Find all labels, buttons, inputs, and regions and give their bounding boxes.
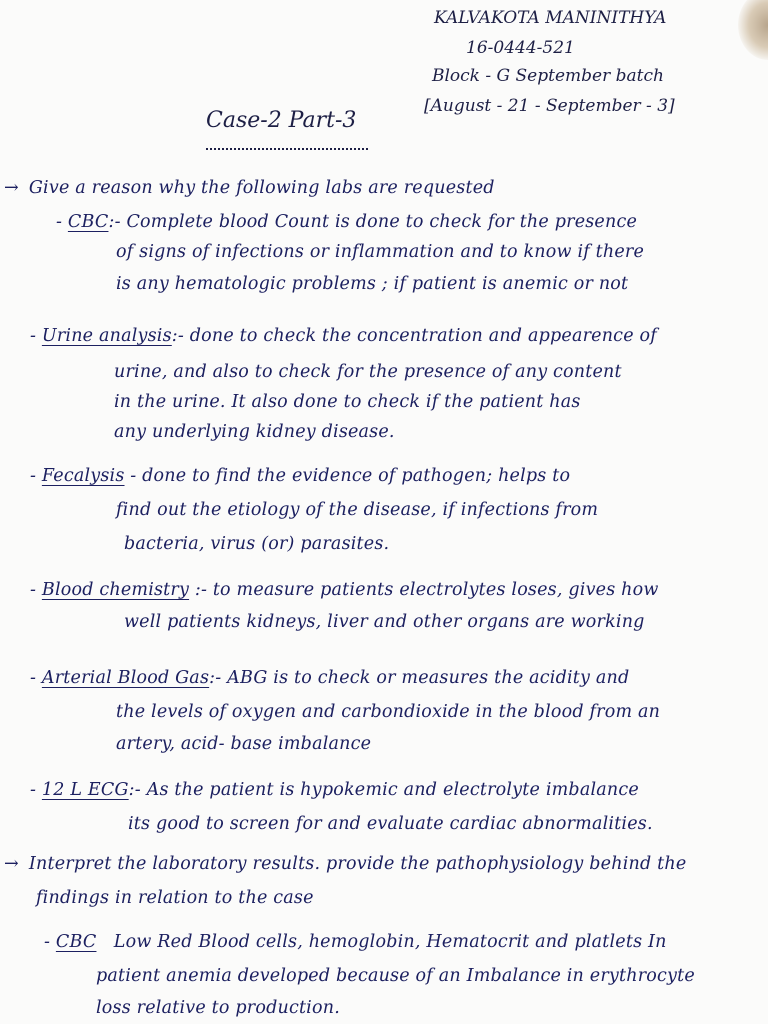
fecalysis-line-3: bacteria, virus (or) parasites. <box>124 534 390 554</box>
s2-cbc-line-2: patient anemia developed because of an Imbalance in erythrocyte <box>96 966 695 986</box>
fecalysis-line-1: - Fecalysis - done to find the evidence of pathogen; helps to <box>30 466 571 486</box>
section2-prompt-line-2: findings in relation to the case <box>36 888 314 908</box>
fecalysis-term: Fecalysis <box>41 466 125 486</box>
s2-cbc-text-1: Low Red Blood cells, hemoglobin, Hematocrit and platlets In <box>113 932 667 952</box>
cbc-line-1: - CBC:- Complete blood Count is done to check for the presence <box>56 212 638 232</box>
cbc-text-1: :- Complete blood Count is done to check for the presence <box>108 212 638 232</box>
page-title: Case-2 Part-3 <box>206 108 357 133</box>
urine-text-1: :- done to check the concentration and appearence of <box>171 326 657 346</box>
abg-line-1: - Arterial Blood Gas:- ABG is to check or measures the acidity and <box>30 668 630 688</box>
urine-term: Urine analysis <box>41 326 172 346</box>
title-underline <box>206 142 368 150</box>
batch-info: Block - G September batch <box>432 66 664 86</box>
ecg-term: 12 L ECG <box>41 780 129 800</box>
abg-line-2: the levels of oxygen and carbondioxide in the blood from an <box>116 702 661 722</box>
cbc-line-2: of signs of infections or inflammation and to know if there <box>116 242 645 262</box>
ecg-line-2: its good to screen for and evaluate cardiac abnormalities. <box>128 814 653 834</box>
date-range: [August - 21 - September - 3] <box>424 96 675 116</box>
section1-prompt-line <box>4 178 495 198</box>
section1-prompt: Give a reason why the following labs are requested <box>28 178 495 198</box>
urine-line-4: any underlying kidney disease. <box>114 422 395 442</box>
urine-line-1: - Urine analysis:- done to check the concentration and appearence of <box>30 326 657 346</box>
student-name: KALVAKOTA MANINITHYA <box>434 8 667 28</box>
s2-cbc-term: CBC <box>55 932 97 952</box>
student-id: 16-0444-521 <box>466 38 575 58</box>
blood-chem-text-1: :- to measure patients electrolytes loses, gives how <box>194 580 659 600</box>
section2-prompt-line-1 <box>4 854 686 874</box>
s2-cbc-line-3: loss relative to production. <box>96 998 340 1018</box>
abg-term: Arterial Blood Gas <box>41 668 210 688</box>
blood-chem-line-2: well patients kidneys, liver and other organs are working <box>124 612 645 632</box>
cbc-term: CBC <box>67 212 109 232</box>
urine-line-2: urine, and also to check for the presence of any content <box>114 362 622 382</box>
abg-text-1: :- ABG is to check or measures the acidity and <box>209 668 630 688</box>
s2-cbc-line-1: - CBC Low Red Blood cells, hemoglobin, Hematocrit and platlets In <box>44 932 667 952</box>
blood-chem-term: Blood chemistry <box>41 580 190 600</box>
fecalysis-line-2: find out the etiology of the disease, if infections from <box>116 500 599 520</box>
ecg-text-1: :- As the patient is hypokemic and electrolyte imbalance <box>128 780 639 800</box>
fecalysis-text-1: - done to find the evidence of pathogen; helps to <box>130 466 571 486</box>
abg-line-3: artery, acid- base imbalance <box>116 734 372 754</box>
arrow-icon: → <box>4 178 19 198</box>
section2-prompt-1: Interpret the laboratory results. provide the pathophysiology behind the <box>28 854 687 874</box>
urine-line-3: in the urine. It also done to check if the patient has <box>114 392 581 412</box>
blood-chem-line-1: - Blood chemistry :- to measure patients electrolytes loses, gives how <box>30 580 659 600</box>
page-corner-shadow <box>738 0 768 60</box>
ecg-line-1: - 12 L ECG:- As the patient is hypokemic and electrolyte imbalance <box>30 780 639 800</box>
arrow-icon: → <box>4 854 19 874</box>
cbc-line-3: is any hematologic problems ; if patient is anemic or not <box>116 274 629 294</box>
